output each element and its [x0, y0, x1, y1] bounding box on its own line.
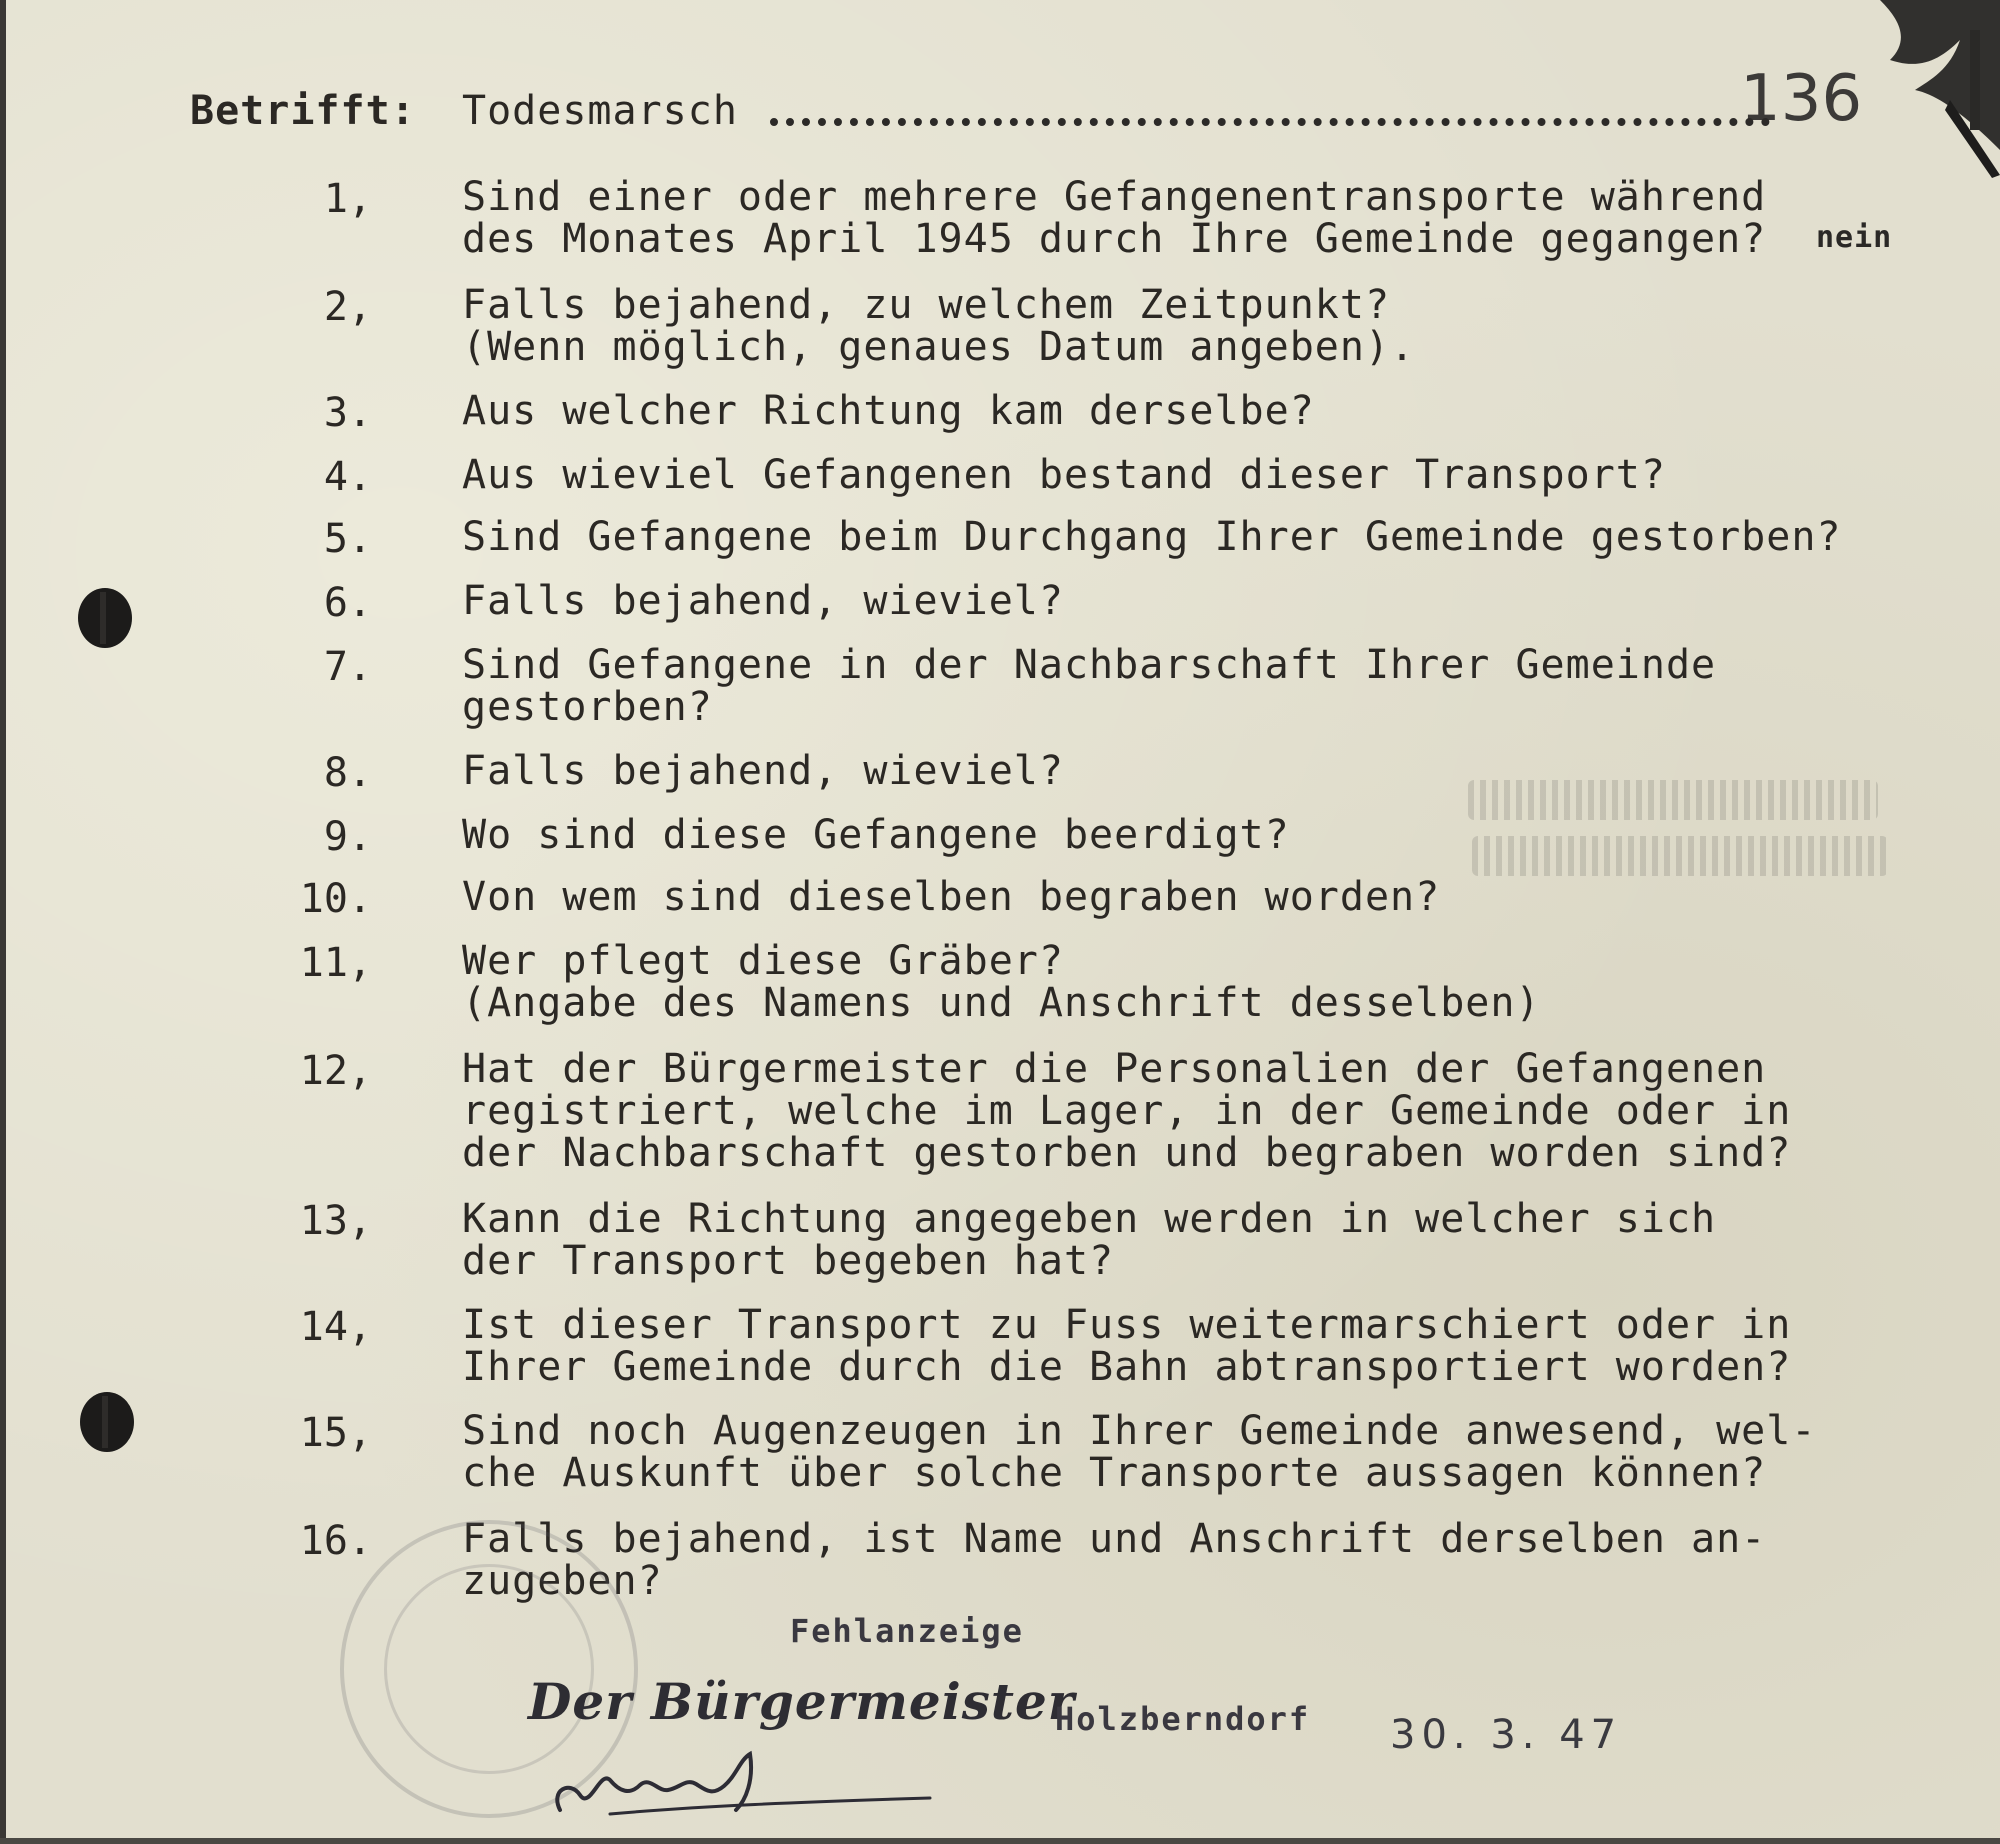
question-text: Aus welcher Richtung kam derselbe?: [462, 388, 1315, 434]
question-number: 16.: [299, 1518, 372, 1564]
question-number: 5.: [323, 516, 372, 562]
question-text: Sind noch Augenzeugen in Ihrer Gemeinde anwesend, wel- che Auskunft über solche Transporte aussagen können?: [462, 1408, 1817, 1496]
question-number: 13,: [299, 1198, 372, 1244]
punch-hole: [80, 1392, 134, 1452]
question-number: 4.: [323, 454, 372, 500]
subject-text: Todesmarsch: [462, 88, 738, 134]
place-name: Holzberndorf: [1055, 1700, 1311, 1738]
faded-text-smudge: [1472, 836, 1888, 876]
response-stamp: Fehlanzeige: [790, 1612, 1024, 1650]
question-text: Hat der Bürgermeister die Personalien der Gefangenen registriert, welche im Lager, in der Gemeinde oder in der Nachbarschaft gestorben und begraben worden sind?: [462, 1046, 1792, 1176]
question-text: Sind Gefangene beim Durchgang Ihrer Gemeinde gestorben?: [462, 514, 1842, 560]
handwritten-signature: [540, 1740, 940, 1830]
question-text: Wer pflegt diese Gräber? (Angabe des Namens und Anschrift desselben): [462, 938, 1541, 1026]
question-number: 11,: [299, 940, 372, 986]
subject-label: Betrifft:: [190, 88, 416, 134]
question-number: 14,: [299, 1304, 372, 1350]
question-text: Wo sind diese Gefangene beerdigt?: [462, 812, 1290, 858]
page-number: 136: [1740, 62, 1863, 136]
question-number: 3.: [323, 390, 372, 436]
faded-text-smudge: [1468, 780, 1878, 820]
question-number: 9.: [323, 814, 372, 860]
date: 30. 3. 47: [1390, 1712, 1623, 1758]
dotted-leader: [770, 96, 1770, 126]
question-text: Sind Gefangene in der Nachbarschaft Ihrer Gemeinde gestorben?: [462, 642, 1717, 730]
question-text: Kann die Richtung angegeben werden in welcher sich der Transport begeben hat?: [462, 1196, 1717, 1284]
punch-hole: [78, 588, 132, 648]
question-number: 7.: [323, 644, 372, 690]
question-text: Sind einer oder mehrere Gefangenentransporte während des Monates April 1945 durch Ihre Gemeinde gegangen?: [462, 174, 1767, 262]
office-stamp: Der Bürgermeister: [528, 1672, 1076, 1731]
question-number: 2,: [323, 284, 372, 330]
question-text: Ist dieser Transport zu Fuss weitermarschiert oder in Ihrer Gemeinde durch die Bahn abtransportiert worden?: [462, 1302, 1792, 1390]
question-text: Falls bejahend, zu welchem Zeitpunkt? (Wenn möglich, genaues Datum angeben).: [462, 282, 1416, 370]
question-text: Falls bejahend, wieviel?: [462, 748, 1064, 794]
question-number: 15,: [299, 1410, 372, 1456]
question-number: 10.: [299, 876, 372, 922]
question-text: Falls bejahend, wieviel?: [462, 578, 1064, 624]
question-number: 12,: [299, 1048, 372, 1094]
question-text: Von wem sind dieselben begraben worden?: [462, 874, 1441, 920]
question-text: Falls bejahend, ist Name und Anschrift derselben an- zugeben?: [462, 1516, 1767, 1604]
question-text: Aus wieviel Gefangenen bestand dieser Transport?: [462, 452, 1666, 498]
question-number: 1,: [323, 176, 372, 222]
question-number: 6.: [323, 580, 372, 626]
question-number: 8.: [323, 750, 372, 796]
answer-q1: nein: [1816, 220, 1893, 255]
